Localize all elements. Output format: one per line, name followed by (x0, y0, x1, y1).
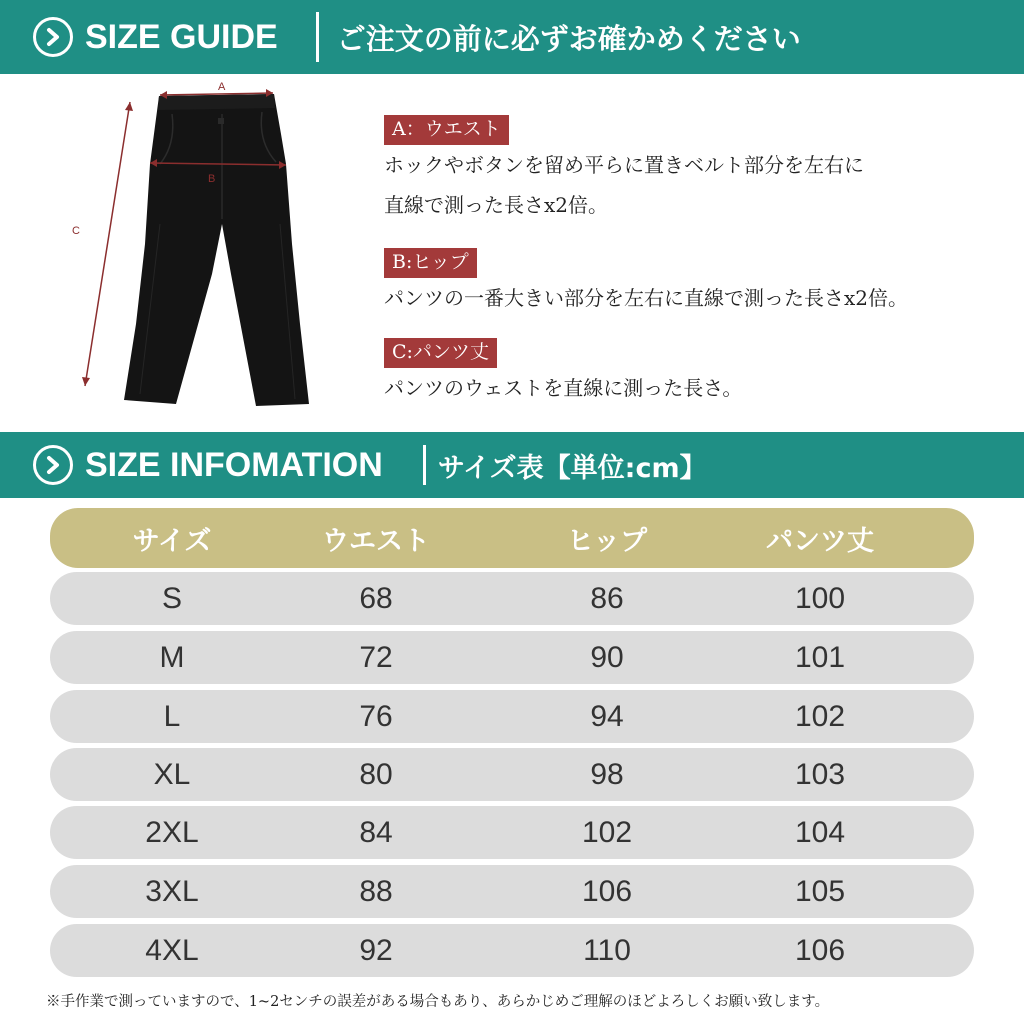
size-guide-subtitle: ご注文の前に必ずお確かめください (336, 21, 801, 56)
cell-waist: 68 (359, 581, 393, 615)
cell-size: 3XL (145, 874, 199, 908)
cell-waist: 84 (359, 815, 393, 849)
pants-illustration (124, 94, 309, 406)
header-hip: ヒップ (566, 525, 648, 557)
cell-size: 4XL (145, 933, 199, 967)
description-length (384, 338, 1014, 408)
cell-hip: 110 (583, 933, 631, 967)
table-row (50, 631, 974, 684)
size-info-title: SIZE INFOMATION (85, 445, 383, 484)
description-waist (384, 115, 1014, 225)
cell-waist: 76 (359, 699, 393, 733)
cell-hip: 102 (581, 815, 633, 849)
description-text: ホックやボタンを留め平らに置きベルト部分を左右に (384, 153, 864, 177)
table-row (50, 572, 974, 625)
cell-hip: 98 (590, 757, 624, 791)
dimension-label-a: A (218, 81, 226, 93)
size-guide-title: SIZE GUIDE (85, 17, 278, 56)
dimension-label-c: C (72, 225, 80, 237)
description-text: パンツの一番大きい部分を左右に直線で測った長さx2倍。 (384, 286, 909, 310)
size-table-header (50, 508, 974, 568)
description-hip (384, 248, 1014, 318)
tag-waist: A：ウエスト (384, 115, 509, 145)
table-row (50, 748, 974, 801)
cell-hip: 106 (581, 874, 633, 908)
chevron-right-icon (33, 445, 73, 485)
tag-hip: B:ヒップ (384, 248, 477, 278)
cell-waist: 92 (359, 933, 393, 967)
cell-hip: 94 (590, 699, 624, 733)
measurement-note: ※手作業で測っていますので、1~2センチの誤差がある場合もあり、あらかじめご理解のほどよろしくお願い致します。 (46, 994, 830, 1010)
table-row (50, 865, 974, 918)
cell-waist: 72 (359, 640, 393, 674)
cell-size: L (163, 699, 181, 733)
cell-length: 105 (794, 874, 846, 908)
banner-divider (316, 12, 319, 62)
table-row (50, 806, 974, 859)
dimension-c (72, 102, 133, 386)
chevron-right-icon (33, 17, 73, 57)
size-info-banner (0, 432, 1024, 498)
description-text: パンツのウェストを直線に測った長さ。 (384, 376, 743, 400)
cell-size: M (159, 640, 185, 674)
cell-hip: 90 (590, 640, 624, 674)
header-size: サイズ (132, 525, 212, 557)
header-waist: ウエスト (322, 525, 430, 557)
cell-size: 2XL (145, 815, 199, 849)
cell-size: S (161, 581, 183, 615)
cell-length: 106 (794, 933, 846, 967)
cell-length: 100 (794, 581, 846, 615)
cell-waist: 88 (359, 874, 393, 908)
table-row (50, 690, 974, 743)
table-row (50, 924, 974, 977)
header-length: パンツ丈 (766, 525, 874, 557)
tag-length: C:パンツ丈 (384, 338, 497, 368)
cell-length: 102 (794, 699, 846, 733)
cell-size: XL (153, 757, 191, 791)
cell-length: 101 (794, 640, 846, 674)
size-info-subtitle: サイズ表【単位:cm】 (437, 452, 707, 484)
cell-waist: 80 (359, 757, 393, 791)
dimension-label-b: B (208, 173, 216, 185)
size-guide-banner (0, 0, 1024, 74)
cell-hip: 86 (590, 581, 624, 615)
cell-length: 103 (794, 757, 846, 791)
banner-divider (423, 445, 426, 485)
description-text: 直線で測った長さx2倍。 (384, 193, 609, 217)
pants-diagram (0, 74, 380, 432)
cell-length: 104 (794, 815, 846, 849)
